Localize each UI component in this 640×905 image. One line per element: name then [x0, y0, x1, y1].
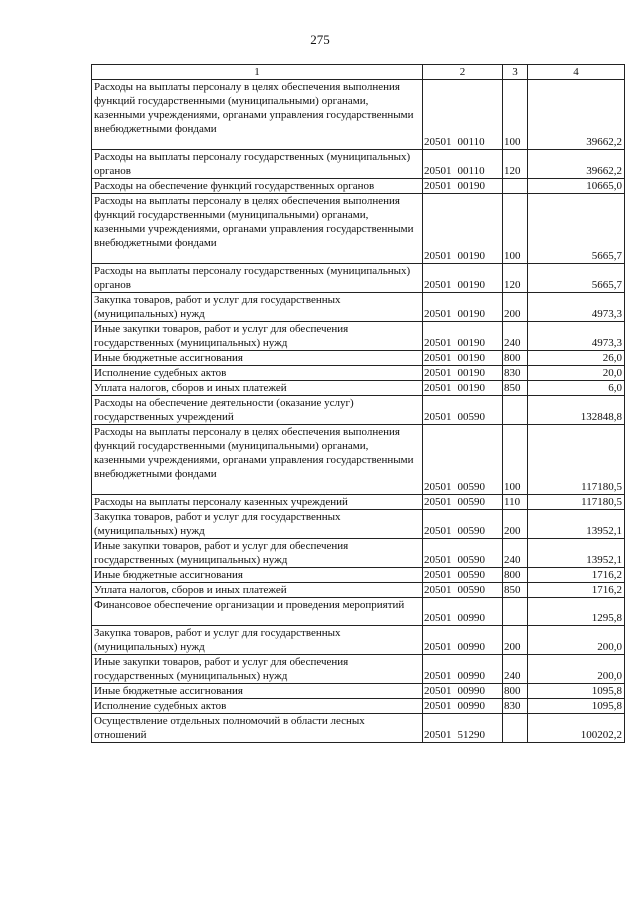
section-code: 20501 — [424, 250, 452, 262]
section-code: 20501 — [424, 525, 452, 537]
expense-name: Иные закупки товаров, работ и услуг для обеспечения государственных (муниципальных) нужд — [92, 539, 423, 568]
expense-code — [423, 626, 503, 655]
expense-type-code: 120 — [503, 264, 528, 293]
table-row — [92, 699, 625, 714]
table-row — [92, 194, 625, 264]
expense-type-code: 240 — [503, 322, 528, 351]
amount: 4973,3 — [528, 322, 625, 351]
expense-name: Закупка товаров, работ и услуг для государственных (муниципальных) нужд — [92, 626, 423, 655]
article-code: 00990 — [457, 641, 485, 653]
table-row — [92, 495, 625, 510]
expense-name: Расходы на обеспечение функций государственных органов — [92, 179, 423, 194]
expense-type-code: 100 — [503, 194, 528, 264]
expense-name: Закупка товаров, работ и услуг для государственных (муниципальных) нужд — [92, 293, 423, 322]
expense-name: Иные закупки товаров, работ и услуг для обеспечения государственных (муниципальных) нужд — [92, 655, 423, 684]
article-code: 00190 — [457, 180, 485, 192]
expense-name: Закупка товаров, работ и услуг для государственных (муниципальных) нужд — [92, 510, 423, 539]
expense-name: Исполнение судебных актов — [92, 699, 423, 714]
table-row — [92, 598, 625, 626]
amount: 1295,8 — [528, 598, 625, 626]
amount: 5665,7 — [528, 264, 625, 293]
expense-code — [423, 539, 503, 568]
expense-type-code: 850 — [503, 583, 528, 598]
amount: 117180,5 — [528, 425, 625, 495]
section-code: 20501 — [424, 308, 452, 320]
header-col-1: 1 — [92, 65, 423, 80]
expense-type-code: 120 — [503, 150, 528, 179]
amount: 6,0 — [528, 381, 625, 396]
amount: 1095,8 — [528, 684, 625, 699]
expense-name: Финансовое обеспечение организации и проведения мероприятий — [92, 598, 423, 626]
amount: 26,0 — [528, 351, 625, 366]
expense-name: Расходы на выплаты персоналу в целях обеспечения выполнения функций государственными (муниципальными) органами, казенными учреждениями, органами управления государственными внебюджетными фондами — [92, 425, 423, 495]
expense-name: Осуществление отдельных полномочий в области лесных отношений — [92, 714, 423, 743]
table-row — [92, 655, 625, 684]
expense-code — [423, 351, 503, 366]
table-row — [92, 396, 625, 425]
expense-code — [423, 293, 503, 322]
amount: 4973,3 — [528, 293, 625, 322]
article-code: 00590 — [457, 481, 485, 493]
expense-code — [423, 396, 503, 425]
article-code: 00590 — [457, 525, 485, 537]
section-code: 20501 — [424, 685, 452, 697]
article-code: 00990 — [457, 685, 485, 697]
section-code: 20501 — [424, 165, 452, 177]
article-code: 00110 — [457, 136, 485, 148]
expense-name: Расходы на выплаты персоналу в целях обеспечения выполнения функций государственными (муниципальными) органами, казенными учреждениями, органами управления государственными внебюджетными фондами — [92, 80, 423, 150]
table-row — [92, 583, 625, 598]
expense-name: Иные закупки товаров, работ и услуг для обеспечения государственных (муниципальных) нужд — [92, 322, 423, 351]
amount: 39662,2 — [528, 150, 625, 179]
amount: 10665,0 — [528, 179, 625, 194]
expense-type-code: 200 — [503, 293, 528, 322]
table-row — [92, 425, 625, 495]
expense-name: Исполнение судебных актов — [92, 366, 423, 381]
amount: 1716,2 — [528, 568, 625, 583]
amount: 20,0 — [528, 366, 625, 381]
table-row — [92, 714, 625, 743]
expense-type-code: 800 — [503, 351, 528, 366]
table-row — [92, 322, 625, 351]
expense-name: Иные бюджетные ассигнования — [92, 568, 423, 583]
expense-type-code: 800 — [503, 568, 528, 583]
table-header-row — [92, 65, 625, 80]
section-code: 20501 — [424, 641, 452, 653]
expense-name: Расходы на выплаты персоналу государственных (муниципальных) органов — [92, 264, 423, 293]
article-code: 00190 — [457, 337, 485, 349]
article-code: 00990 — [457, 670, 485, 682]
article-code: 00590 — [457, 584, 485, 596]
section-code: 20501 — [424, 180, 452, 192]
amount: 1716,2 — [528, 583, 625, 598]
expense-type-code — [503, 396, 528, 425]
expense-code — [423, 425, 503, 495]
table-row — [92, 150, 625, 179]
expense-type-code: 800 — [503, 684, 528, 699]
section-code: 20501 — [424, 367, 452, 379]
section-code: 20501 — [424, 612, 452, 624]
expense-code — [423, 699, 503, 714]
expense-code — [423, 179, 503, 194]
table-row — [92, 381, 625, 396]
expense-code — [423, 510, 503, 539]
section-code: 20501 — [424, 481, 452, 493]
expense-type-code — [503, 598, 528, 626]
header-col-4: 4 — [528, 65, 625, 80]
expense-name: Расходы на обеспечение деятельности (оказание услуг) государственных учреждений — [92, 396, 423, 425]
expense-code — [423, 150, 503, 179]
section-code: 20501 — [424, 670, 452, 682]
expense-type-code: 200 — [503, 510, 528, 539]
article-code: 00990 — [457, 612, 485, 624]
article-code: 00110 — [457, 165, 485, 177]
expense-type-code — [503, 179, 528, 194]
expense-code — [423, 381, 503, 396]
expense-type-code: 850 — [503, 381, 528, 396]
section-code: 20501 — [424, 569, 452, 581]
expense-name: Расходы на выплаты персоналу в целях обеспечения выполнения функций государственными (муниципальными) органами, казенными учреждениями, органами управления государственными внебюджетными фондами — [92, 194, 423, 264]
expense-type-code: 110 — [503, 495, 528, 510]
header-col-2: 2 — [423, 65, 503, 80]
expense-code — [423, 655, 503, 684]
table-row — [92, 626, 625, 655]
article-code: 00190 — [457, 250, 485, 262]
section-code: 20501 — [424, 136, 452, 148]
article-code: 00190 — [457, 382, 485, 394]
article-code: 00190 — [457, 367, 485, 379]
amount: 13952,1 — [528, 539, 625, 568]
expense-code — [423, 598, 503, 626]
expense-name: Уплата налогов, сборов и иных платежей — [92, 583, 423, 598]
expense-code — [423, 684, 503, 699]
section-code: 20501 — [424, 279, 452, 291]
table-row — [92, 264, 625, 293]
expense-code — [423, 568, 503, 583]
amount: 117180,5 — [528, 495, 625, 510]
expense-name: Иные бюджетные ассигнования — [92, 684, 423, 699]
article-code: 00590 — [457, 411, 485, 423]
article-code: 00190 — [457, 308, 485, 320]
expense-type-code: 100 — [503, 425, 528, 495]
amount: 200,0 — [528, 626, 625, 655]
section-code: 20501 — [424, 729, 452, 741]
expense-code — [423, 80, 503, 150]
amount: 5665,7 — [528, 194, 625, 264]
expense-code — [423, 264, 503, 293]
expense-name: Расходы на выплаты персоналу государственных (муниципальных) органов — [92, 150, 423, 179]
table-row — [92, 510, 625, 539]
table-row — [92, 684, 625, 699]
expense-code — [423, 583, 503, 598]
expense-type-code: 100 — [503, 80, 528, 150]
expense-type-code: 830 — [503, 366, 528, 381]
amount: 200,0 — [528, 655, 625, 684]
expense-code — [423, 366, 503, 381]
article-code: 00990 — [457, 700, 485, 712]
expense-name: Уплата налогов, сборов и иных платежей — [92, 381, 423, 396]
page-number: 275 — [310, 32, 330, 47]
article-code: 00190 — [457, 352, 485, 364]
table-row — [92, 179, 625, 194]
expense-type-code: 240 — [503, 655, 528, 684]
section-code: 20501 — [424, 584, 452, 596]
budget-table — [91, 64, 625, 743]
section-code: 20501 — [424, 700, 452, 712]
table-row — [92, 366, 625, 381]
section-code: 20501 — [424, 554, 452, 566]
section-code: 20501 — [424, 496, 452, 508]
amount: 13952,1 — [528, 510, 625, 539]
expense-name: Расходы на выплаты персоналу казенных учреждений — [92, 495, 423, 510]
article-code: 51290 — [457, 729, 485, 741]
expense-type-code: 200 — [503, 626, 528, 655]
article-code: 00590 — [457, 554, 485, 566]
expense-code — [423, 322, 503, 351]
article-code: 00590 — [457, 496, 485, 508]
header-col-3: 3 — [503, 65, 528, 80]
section-code: 20501 — [424, 382, 452, 394]
expense-code — [423, 194, 503, 264]
article-code: 00590 — [457, 569, 485, 581]
expense-name: Иные бюджетные ассигнования — [92, 351, 423, 366]
table-row — [92, 80, 625, 150]
table-row — [92, 351, 625, 366]
article-code: 00190 — [457, 279, 485, 291]
expense-type-code — [503, 714, 528, 743]
amount: 1095,8 — [528, 699, 625, 714]
table-row — [92, 293, 625, 322]
amount: 132848,8 — [528, 396, 625, 425]
section-code: 20501 — [424, 352, 452, 364]
expense-code — [423, 495, 503, 510]
expense-code — [423, 714, 503, 743]
section-code: 20501 — [424, 337, 452, 349]
amount: 39662,2 — [528, 80, 625, 150]
amount: 100202,2 — [528, 714, 625, 743]
table-row — [92, 568, 625, 583]
expense-type-code: 240 — [503, 539, 528, 568]
expense-type-code: 830 — [503, 699, 528, 714]
section-code: 20501 — [424, 411, 452, 423]
table-row — [92, 539, 625, 568]
